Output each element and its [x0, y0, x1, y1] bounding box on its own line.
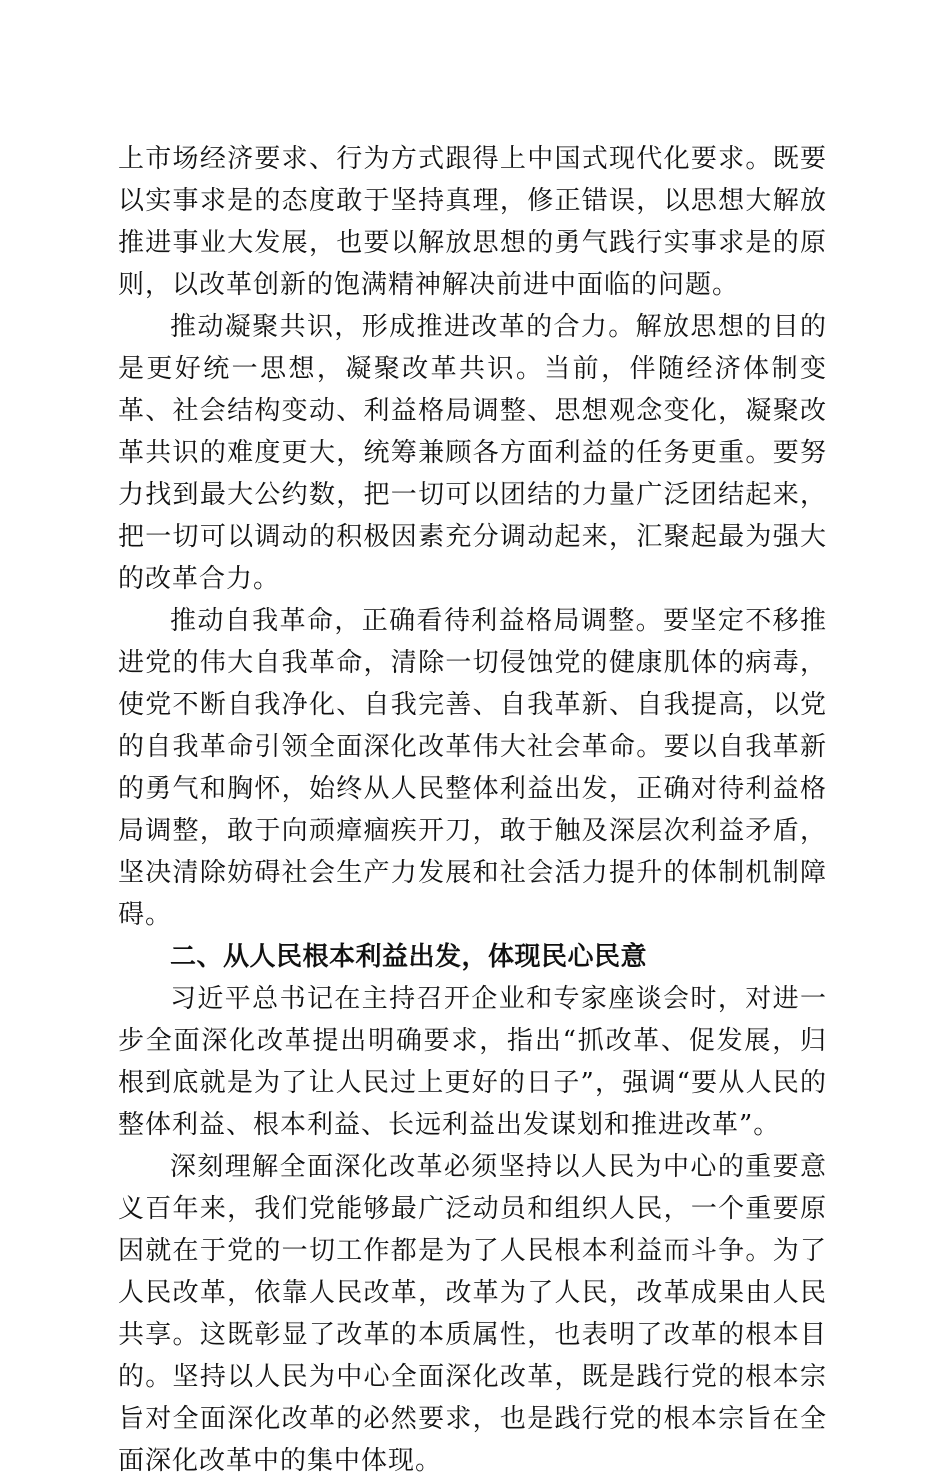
paragraph-symposium: 习近平总书记在主持召开企业和专家座谈会时，对进一步全面深化改革提出明确要求，指出“抓改革、促发展，归根到底就是为了让人民过上更好的日子”，强调“要从人民的整体利益、根本利益、长远利益出发谋划和推进改革”。: [118, 984, 827, 1140]
paragraph-people-centered: 深刻理解全面深化改革必须坚持以人民为中心的重要意义百年来，我们党能够最广泛动员和组织人民，一个重要原因就在于党的一切工作都是为了人民根本利益而斗争。为了人民改革，依靠人民改革，改革为了人民，改革成果由人民共享。这既彰显了改革的本质属性，也表明了改革的根本目的。坚持以人民为中心全面深化改革，既是践行党的根本宗旨对全面深化改革的必然要求，也是践行党的根本宗旨在全面深化改革中的集中体现。: [118, 1152, 827, 1476]
paragraph-self-revolution: 推动自我革命，正确看待利益格局调整。要坚定不移推进党的伟大自我革命，清除一切侵蚀党的健康肌体的病毒，使党不断自我净化、自我完善、自我革新、自我提高，以党的自我革命引领全面深化改革伟大社会革命。要以自我革新的勇气和胸怀，始终从人民整体利益出发，正确对待利益格局调整，敢于向顽瘴痼疾开刀，敢于触及深层次利益矛盾，坚决清除妨碍社会生产力发展和社会活力提升的体制机制障碍。: [118, 606, 827, 930]
document-body: [118, 138, 827, 1482]
paragraph-consensus: 推动凝聚共识，形成推进改革的合力。解放思想的目的是更好统一思想，凝聚改革共识。当前，伴随经济体制变革、社会结构变动、利益格局调整、思想观念变化，凝聚改革共识的难度更大，统筹兼顾各方面利益的任务更重。要努力找到最大公约数，把一切可以团结的力量广泛团结起来，把一切可以调动的积极因素充分调动起来，汇聚起最为强大的改革合力。: [118, 312, 827, 594]
paragraph-continuation: 上市场经济要求、行为方式跟得上中国式现代化要求。既要以实事求是的态度敢于坚持真理，修正错误，以思想大解放推进事业大发展，也要以解放思想的勇气践行实事求是的原则，以改革创新的饱满精神解决前进中面临的问题。: [118, 144, 827, 300]
section-heading: 二、从人民根本利益出发，体现民心民意: [170, 942, 648, 972]
